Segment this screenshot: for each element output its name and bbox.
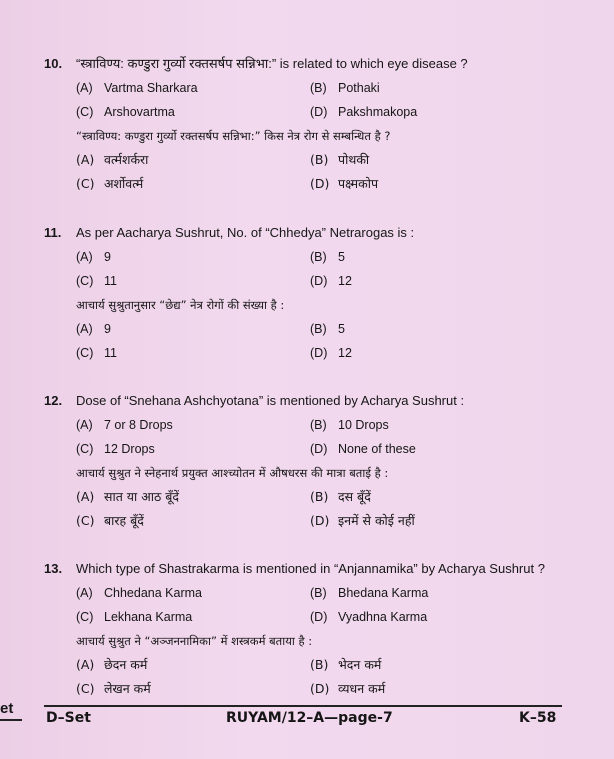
question-text: “स्त्राविण्य: कण्डुरा गुर्व्यो रक्तसर्षप सन्निभा:” is related to which eye disease ? [76,56,468,71]
question-11-hindi: आचार्य सुश्रुतानुसार “छेद्य” नेत्र रोगों की संख्या है : [76,298,285,312]
question-number: 13. [44,561,63,576]
question-number: 11. [44,225,62,240]
option-c-hindi[interactable]: (C) 11 [76,346,117,360]
question-13-english [44,560,545,578]
page-edge-text: et [0,700,14,717]
question-10-english [44,55,468,73]
option-b-hindi[interactable]: (B) पोथकी [310,152,370,167]
option-d-hindi[interactable]: (D) पक्ष्मकोप [310,176,379,191]
footer-set: D–Set [46,710,91,726]
option-d-hindi[interactable]: (D) व्यधन कर्म [310,681,386,696]
option-c[interactable]: (C) Lekhana Karma [76,610,193,624]
footer-page-code: RUYAM/12–A—page-7 [226,710,393,726]
footer-divider [44,705,562,707]
question-number: 12. [44,393,63,408]
question-text: As per Aacharya Sushrut, No. of “Chhedya” Netrarogas is : [76,225,415,240]
option-a-hindi[interactable]: (A) छेदन कर्म [76,657,148,672]
question-text: Which type of Shastrakarma is mentioned in “Anjannamika” by Acharya Sushrut ? [76,561,545,576]
option-a-hindi[interactable]: (A) सात या आठ बूँदें [76,489,180,504]
option-b-hindi[interactable]: (B) भेदन कर्म [310,657,382,672]
option-c-hindi[interactable]: (C) बारह बूँदें [76,513,144,528]
option-b[interactable]: (B) Pothaki [310,81,380,95]
option-c-hindi[interactable]: (C) अर्शोवर्त्म [76,176,144,191]
option-d-hindi[interactable]: (D) 12 [310,346,352,360]
question-11-english [44,224,414,242]
option-d-hindi[interactable]: (D) इनमें से कोई नहीं [310,513,415,528]
option-c-hindi[interactable]: (C) लेखन कर्म [76,681,151,696]
option-a[interactable]: (A) 7 or 8 Drops [76,418,173,432]
question-10-hindi: “स्त्राविण्य: कण्डुरा गुर्व्यो रक्तसर्षप सन्निभा:” किस नेत्र रोग से सम्बन्धित है ? [76,129,391,143]
option-c[interactable]: (C) 12 Drops [76,442,155,456]
question-number: 10. [44,56,63,71]
option-a[interactable]: (A) Vartma Sharkara [76,81,198,95]
option-d[interactable]: (D) None of these [310,442,416,456]
question-12-hindi: आचार्य सुश्रुत ने स्नेहनार्थ प्रयुक्त आश्च्योतन में औषधरस की मात्रा बताई है : [76,466,389,480]
option-a-hindi[interactable]: (A) वर्त्मशर्करा [76,152,149,167]
footer-booklet-code: K–58 [519,710,557,726]
page-edge-rule [0,719,22,721]
option-d[interactable]: (D) Pakshmakopa [310,105,418,119]
option-b[interactable]: (B) 5 [310,250,345,264]
question-text: Dose of “Snehana Ashchyotana” is mentioned by Acharya Sushrut : [76,393,465,408]
option-d[interactable]: (D) Vyadhna Karma [310,610,428,624]
option-c[interactable]: (C) Arshovartma [76,105,175,119]
option-a-hindi[interactable]: (A) 9 [76,322,111,336]
option-c[interactable]: (C) 11 [76,274,117,288]
option-b-hindi[interactable]: (B) 5 [310,322,345,336]
option-b-hindi[interactable]: (B) दस बूँदें [310,489,371,504]
option-a[interactable]: (A) 9 [76,250,111,264]
option-b[interactable]: (B) 10 Drops [310,418,389,432]
question-13-hindi: आचार्य सुश्रुत ने “अञ्जननामिका” में शस्त्रकर्म बताया है : [76,634,313,648]
question-12-english [44,392,464,410]
option-d[interactable]: (D) 12 [310,274,352,288]
option-a[interactable]: (A) Chhedana Karma [76,586,202,600]
option-b[interactable]: (B) Bhedana Karma [310,586,429,600]
